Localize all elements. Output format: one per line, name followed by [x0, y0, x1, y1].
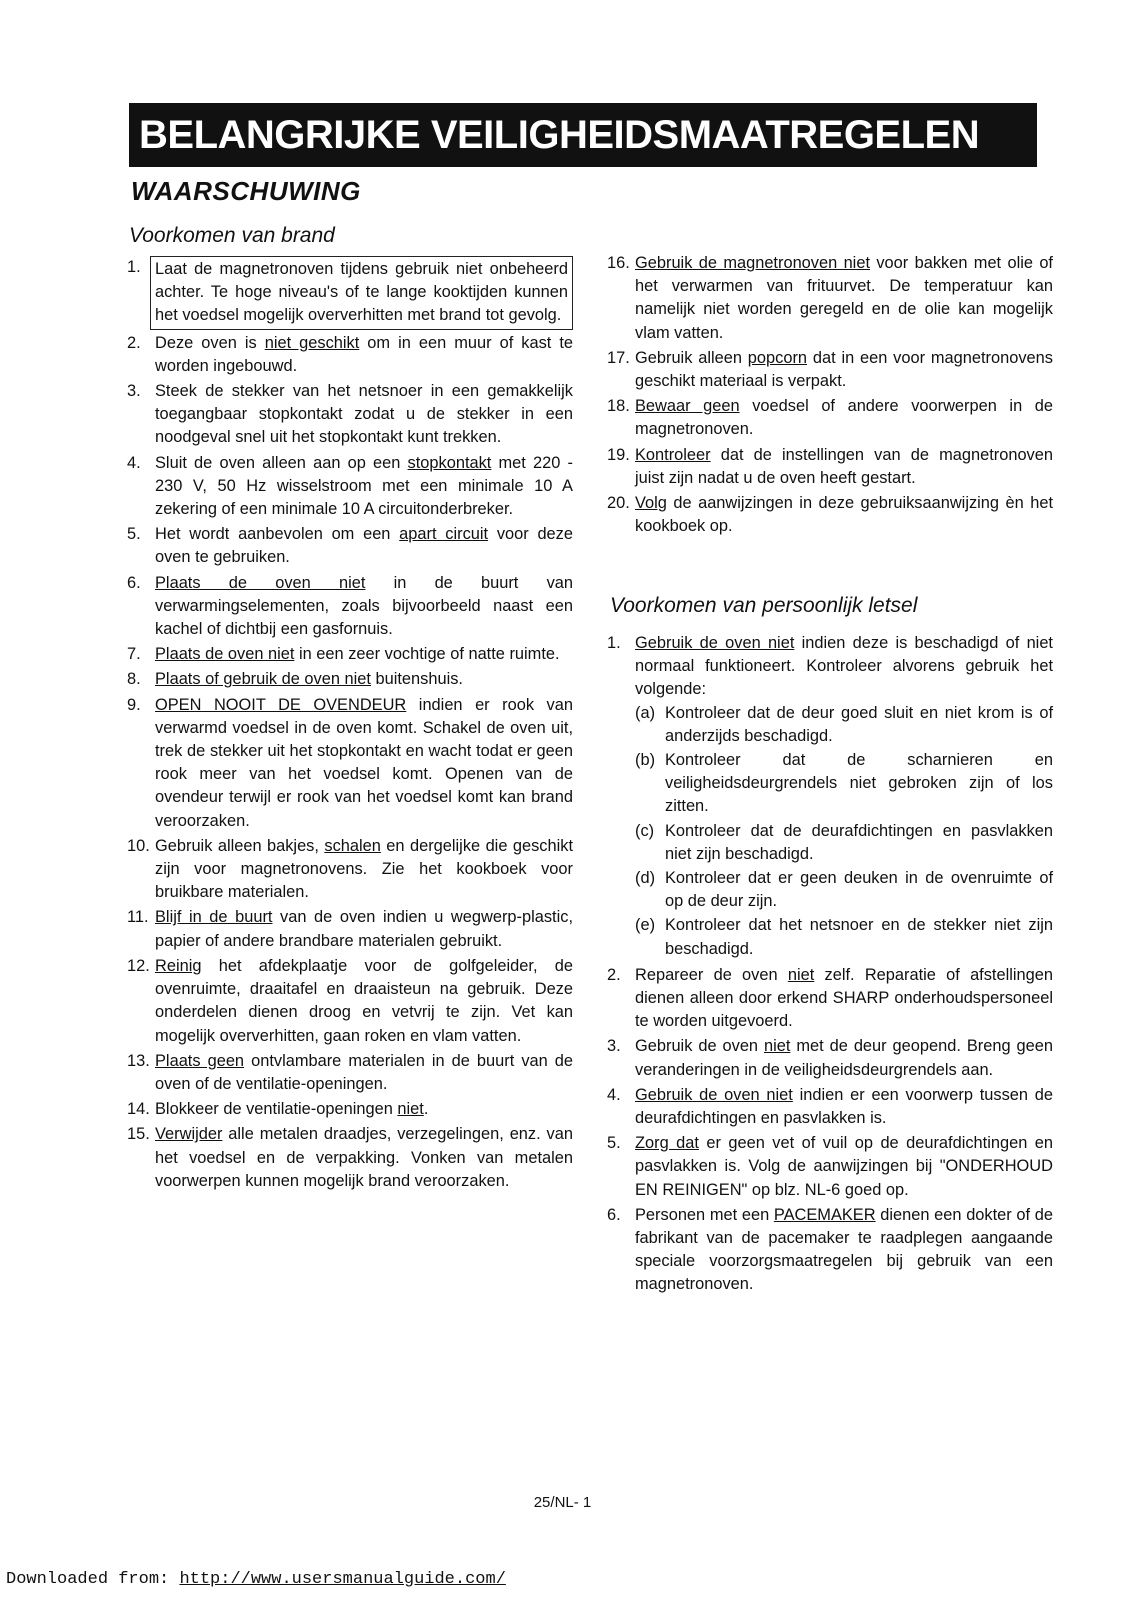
underlined-text: niet: [397, 1100, 424, 1119]
item-text: [150, 256, 573, 330]
text-segment: Repareer de oven: [635, 965, 788, 984]
underlined-text: schalen: [324, 836, 381, 855]
text-segment: met 220 - 230 V, 50 Hz wisselstroom met een minimale 10 A zekering of een minimale 10 A circuitonderbreker.: [155, 453, 573, 519]
item-number: 6.: [607, 1205, 621, 1224]
sub-item: [635, 914, 1053, 960]
item-number: 15.: [127, 1125, 150, 1144]
underlined-text: Bewaar geen: [635, 397, 740, 416]
item-number: 5.: [607, 1134, 621, 1153]
underlined-text: popcorn: [747, 348, 808, 367]
text-segment: Deze oven is: [155, 333, 265, 352]
item-text: [155, 1098, 573, 1121]
fire-list-right: [607, 252, 1053, 540]
item-number: 1.: [607, 634, 621, 652]
item-text: [635, 444, 1053, 490]
underlined-text: OPEN NOOIT DE OVENDEUR: [155, 695, 407, 714]
item-number: 5.: [127, 525, 141, 544]
item-text: [635, 252, 1053, 345]
page-number: 25/NL- 1: [533, 1494, 592, 1511]
item-text: [635, 347, 1053, 393]
text-segment: indien er een voorwerp tussen de deurafdichtingen en pasvlakken is.: [635, 1085, 1053, 1128]
underlined-text: PACEMAKER: [773, 1205, 876, 1224]
list-item: [127, 1098, 573, 1121]
text-segment: Blokkeer de ventilatie-openingen: [155, 1100, 398, 1119]
item-number: 2.: [607, 965, 621, 984]
text-segment: om in een muur of kast te worden ingebouwd.: [155, 333, 574, 375]
list-item: [607, 395, 1053, 441]
item-text: [155, 668, 573, 691]
fire-list-left: [127, 256, 573, 1195]
list-item: [127, 694, 573, 833]
sub-item: [635, 867, 1053, 913]
item-number: 8.: [127, 670, 141, 689]
text-segment: ontvlambare materialen in de buurt van de oven of de ventilatie-openingen.: [155, 1051, 574, 1093]
fire-section-title: Voorkomen van brand: [129, 224, 335, 247]
list-item: [127, 643, 573, 666]
list-item: [607, 1035, 1053, 1081]
sub-item-label: (c): [635, 821, 655, 840]
sub-item-text: Kontroleer dat het netsnoer en de stekker niet zijn beschadigd.: [665, 916, 1053, 958]
list-item: [607, 632, 1053, 962]
underlined-text: Verwijder: [155, 1125, 223, 1144]
list-item: [127, 1123, 573, 1193]
item-number: 17.: [607, 348, 630, 367]
page-banner: BELANGRIJKE VEILIGHEIDSMAATREGELEN: [129, 103, 1037, 167]
text-segment: voor bakken met olie of het verwarmen van frituurvet. De temperatuur kan namelijk niet worden geregeld en de olie kan mogelijk vlam vatten.: [635, 254, 1053, 342]
item-number: 4.: [607, 1085, 621, 1104]
text-segment: voor deze oven te gebruiken.: [155, 525, 573, 567]
sub-item: [635, 702, 1053, 748]
underlined-text: Gebruik de oven niet: [635, 634, 795, 652]
text-segment: Gebruik de oven: [635, 1037, 764, 1056]
text-segment: in een zeer vochtige of natte ruimte.: [294, 645, 560, 664]
text-segment: Steek de stekker van het netsnoer in een gemakkelijk toegangbaar stopkontakt zodat u de stekker in een noodgeval snel uit het stopkontakt kunt trekken.: [155, 382, 573, 447]
item-text: [155, 1123, 573, 1193]
underlined-text: stopkontakt: [407, 453, 492, 472]
item-number: 1.: [127, 258, 141, 276]
text-segment: Laat de magnetronoven tijdens gebruik niet onbeheerd achter. Te hoge niveau's of te lange kooktijden kunnen het voedsel mogelijk oververhitten met brand tot gevolg.: [155, 260, 568, 325]
text-segment: Het wordt aanbevolen om een: [155, 525, 400, 544]
sub-item-text: Kontroleer dat de deur goed sluit en niet krom is of anderzijds beschadigd.: [665, 703, 1053, 745]
item-text: [635, 1035, 1053, 1081]
text-segment: Gebruik alleen: [635, 348, 748, 367]
text-segment: dat de instellingen van de magnetronoven juist zijn nadat u de oven heeft gestart.: [635, 445, 1053, 487]
text-segment: Gebruik alleen bakjes,: [155, 836, 325, 855]
sub-item: [635, 749, 1053, 819]
text-segment: .: [423, 1100, 429, 1119]
underlined-text: Reinig: [155, 956, 202, 975]
item-text: [155, 835, 573, 905]
list-item: [607, 1084, 1053, 1130]
underlined-text: niet: [764, 1037, 791, 1056]
item-text: [635, 395, 1053, 441]
text-segment: de aanwijzingen in deze gebruiksaanwijzing èn het kookboek op.: [635, 494, 1053, 536]
underlined-text: Kontroleer: [635, 445, 711, 464]
sub-item-text: Kontroleer dat de deurafdichtingen en pasvlakken niet zijn beschadigd.: [665, 821, 1053, 863]
sub-item-label: (b): [635, 751, 656, 770]
download-note: [6, 1570, 506, 1589]
list-item: [607, 492, 1053, 538]
text-segment: buitenshuis.: [370, 670, 463, 689]
download-link[interactable]: http://www.usersmanualguide.com/: [179, 1570, 506, 1589]
underlined-text: Zorg dat: [635, 1134, 699, 1153]
underlined-text: apart circuit: [399, 525, 489, 544]
injury-section-title: Voorkomen van persoonlijk letsel: [610, 594, 918, 617]
item-number: 7.: [127, 645, 141, 664]
list-item: [607, 964, 1053, 1034]
list-item: [127, 572, 573, 642]
item-text: [155, 643, 573, 666]
text-segment: Personen met een: [635, 1205, 774, 1224]
text-segment: voedsel of andere voorwerpen in de magnetronoven.: [635, 397, 1054, 439]
text-segment: zelf. Reparatie of afstellingen dienen alleen door erkend SHARP onderhoudspersoneel te worden uitgevoerd.: [635, 965, 1053, 1031]
text-segment: indien er rook van verwarmd voedsel in de oven komt. Schakel de oven uit, trek de stekker uit het stopkontakt en wacht todat er geen rook meer van het voedsel komt. Openen van de ovendeur terwijl er rook van het voedsel komt kan brand veroorzaken.: [155, 695, 573, 830]
list-item: [127, 452, 573, 522]
item-text: [635, 1132, 1053, 1202]
text-segment: dienen een dokter of de fabrikant van de pacemaker te raadplegen aangaande speciale voorzorgsmaatregelen bij gebruik van een magnetronoven.: [635, 1205, 1054, 1294]
item-text: [635, 1084, 1053, 1130]
text-segment: het afdekplaatje voor de golfgeleider, de ovenruimte, draaitafel en draaisteun na gebruik. Deze onderdelen dienen droog en vetvrij te zijn. Vet kan mogelijk oververhitten, gaan roken en vlam vatten.: [155, 956, 573, 1045]
item-number: 16.: [607, 254, 630, 272]
item-number: 4.: [127, 453, 141, 472]
list-item: [127, 332, 573, 378]
item-number: 3.: [127, 382, 141, 401]
item-text: [155, 572, 573, 642]
item-text: [155, 906, 573, 952]
item-text: [155, 380, 573, 450]
underlined-text: Plaats geen: [155, 1051, 245, 1070]
sub-item-label: (a): [635, 703, 656, 722]
item-number: 2.: [127, 333, 141, 352]
list-item: [127, 906, 573, 952]
item-number: 6.: [127, 573, 141, 592]
item-text: [155, 1050, 573, 1096]
text-segment: Sluit de oven alleen aan op een: [155, 453, 408, 472]
item-number: 20.: [607, 494, 630, 513]
injury-list: [607, 632, 1053, 1299]
download-label: Downloaded from:: [6, 1570, 180, 1589]
text-segment: met de deur geopend. Breng geen veranderingen in de veiligheidsdeurgrendels aan.: [635, 1037, 1054, 1079]
warning-heading: WAARSCHUWING: [131, 176, 361, 206]
underlined-text: Plaats of gebruik de oven niet: [155, 670, 371, 689]
list-item: [607, 252, 1053, 345]
item-number: 12.: [127, 956, 150, 975]
item-number: 9.: [127, 695, 141, 714]
list-item: [607, 444, 1053, 490]
text-segment: er geen vet of vuil op de deurafdichtingen en pasvlakken is. Volg de aanwijzingen bij "ONDERHOUD EN REINIGEN" op blz. NL-6 goed op.: [635, 1134, 1053, 1199]
item-number: 14.: [127, 1100, 150, 1119]
list-item: [127, 955, 573, 1048]
underlined-text: niet: [787, 965, 815, 984]
list-item: [127, 668, 573, 691]
text-segment: en dergelijke die geschikt zijn voor magnetronovens. Zie het kookboek voor bruikbare materialen.: [155, 836, 573, 902]
list-item: [127, 380, 573, 450]
text-segment: indien deze is beschadigd of niet normaal funktioneert. Kontroleer alvorens gebruik het volgende:: [635, 634, 1053, 699]
item-text: [635, 1204, 1053, 1297]
underlined-text: Gebruik de oven niet: [635, 1085, 793, 1104]
sub-item: [635, 820, 1053, 866]
item-text: [635, 964, 1053, 1034]
item-number: 10.: [127, 836, 150, 855]
underlined-text: Gebruik de magnetronoven niet: [635, 254, 870, 272]
item-text: [155, 332, 573, 378]
underlined-text: Plaats de oven niet: [155, 573, 366, 592]
underlined-text: niet geschikt: [264, 333, 360, 352]
text-segment: alle metalen draadjes, verzegelingen, enz. van het voedsel en de verpakking. Vonken van metalen voorwerpen kunnen mogelijk brand veroorzaken.: [155, 1125, 573, 1190]
underlined-text: Blijf in de buurt: [155, 908, 273, 927]
list-item: [607, 347, 1053, 393]
item-text: [155, 694, 573, 833]
list-item: [127, 835, 573, 905]
item-text: [635, 632, 1053, 962]
sub-item-text: Kontroleer dat de scharnieren en veiligheidsdeurgrendels niet gebroken zijn of los zitten.: [665, 751, 1053, 816]
list-item: [607, 1204, 1053, 1297]
sub-item-text: Kontroleer dat er geen deuken in de ovenruimte of op de deur zijn.: [665, 869, 1053, 911]
sub-item-label: (d): [635, 869, 656, 888]
item-text: [155, 523, 573, 569]
text-segment: van de oven indien u wegwerp-plastic, papier of andere brandbare materialen gebruikt.: [155, 908, 574, 950]
text-segment: dat in een voor magnetronovens geschikt materiaal is verpakt.: [635, 348, 1053, 391]
item-number: 19.: [607, 445, 630, 464]
list-item: [127, 523, 573, 569]
list-item: [607, 1132, 1053, 1202]
item-text: [635, 492, 1053, 538]
list-item: [127, 1050, 573, 1096]
item-number: 18.: [607, 397, 630, 416]
item-number: 13.: [127, 1051, 150, 1070]
item-text: [155, 452, 573, 522]
underlined-text: Plaats de oven niet: [155, 645, 295, 664]
sub-item-label: (e): [635, 916, 656, 935]
item-text: [155, 955, 573, 1048]
text-segment: in de buurt van verwarmingselementen, zoals bijvoorbeeld naast een kachel of dichtbij een gasfornuis.: [155, 573, 573, 639]
item-number: 11.: [127, 908, 149, 927]
item-number: 3.: [607, 1037, 621, 1056]
list-item: [127, 256, 573, 330]
underlined-text: Volg: [635, 494, 667, 513]
